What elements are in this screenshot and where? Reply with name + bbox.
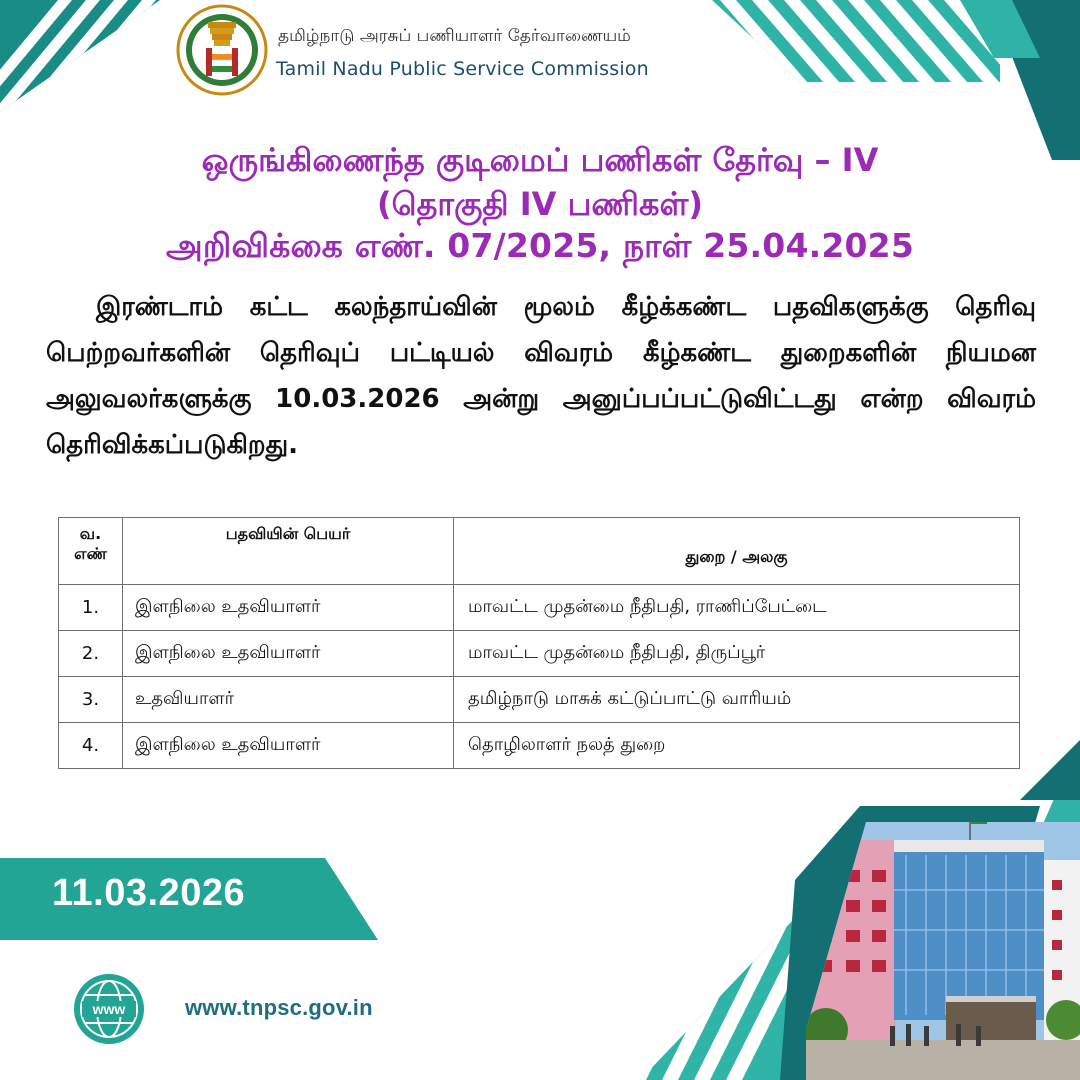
header-department: துறை / அலகு (454, 518, 1020, 585)
website-link[interactable]: www.tnpsc.gov.in (185, 995, 373, 1020)
selection-table (58, 517, 1020, 769)
table-row (59, 723, 1020, 769)
row-serial: 2. (59, 631, 123, 677)
table-row (59, 585, 1020, 631)
page-title (40, 138, 1040, 268)
table-header-row (59, 518, 1020, 585)
globe-www-label: www (92, 1001, 126, 1017)
tnpsc-building-photo (806, 800, 1080, 1080)
table-row (59, 677, 1020, 723)
row-post: இளநிலை உதவியாளர் (123, 585, 454, 631)
globe-icon (72, 972, 146, 1046)
org-name-english: Tamil Nadu Public Service Commission (276, 58, 649, 80)
announcement-paragraph: இரண்டாம் கட்ட கலந்தாய்வின் மூலம் கீழ்க்கண்ட பதவிகளுக்கு தெரிவு பெற்றவர்களின் தெரிவுப் பட்டியல் விவரம் கீழ்கண்ட துறைகளின் நியமன அலுவலர்களுக்கு 10.03.2026 அன்று அனுப்பப்பட்டுவிட்டது என்ற விவரம் தெரிவிக்கப்படுகிறது. (46, 292, 1036, 460)
publish-date: 11.03.2026 (52, 872, 246, 914)
row-department: மாவட்ட முதன்மை நீதிபதி, திருப்பூர் (454, 631, 1020, 677)
title-line-2: (தொகுதி IV பணிகள்) (377, 185, 703, 223)
row-post: உதவியாளர் (123, 677, 454, 723)
header-serial-line2: எண் (74, 544, 107, 563)
row-post: இளநிலை உதவியாளர் (123, 723, 454, 769)
row-department: மாவட்ட முதன்மை நீதிபதி, ராணிப்பேட்டை (454, 585, 1020, 631)
notice-number-date: அறிவிக்கை எண். 07/2025, நாள் 25.04.2025 (166, 226, 914, 265)
top-left-stripes (0, 0, 170, 120)
org-name-tamil: தமிழ்நாடு அரசுப் பணியாளர் தேர்வாணையம் (278, 26, 631, 46)
row-serial: 3. (59, 677, 123, 723)
row-department: தமிழ்நாடு மாசுக் கட்டுப்பாட்டு வாரியம் (454, 677, 1020, 723)
header (176, 4, 696, 96)
table-row (59, 631, 1020, 677)
title-line-1: ஒருங்கிணைந்த குடிமைப் பணிகள் தேர்வு – IV (201, 141, 879, 179)
header-post-name: பதவியின் பெயர் (123, 518, 454, 585)
row-department: தொழிலாளர் நலத் துறை (454, 723, 1020, 769)
row-serial: 1. (59, 585, 123, 631)
header-serial-number (59, 518, 123, 585)
row-post: இளநிலை உதவியாளர் (123, 631, 454, 677)
row-serial: 4. (59, 723, 123, 769)
header-serial-line1: வ. (79, 524, 102, 543)
tamilnadu-emblem-icon (176, 4, 268, 96)
